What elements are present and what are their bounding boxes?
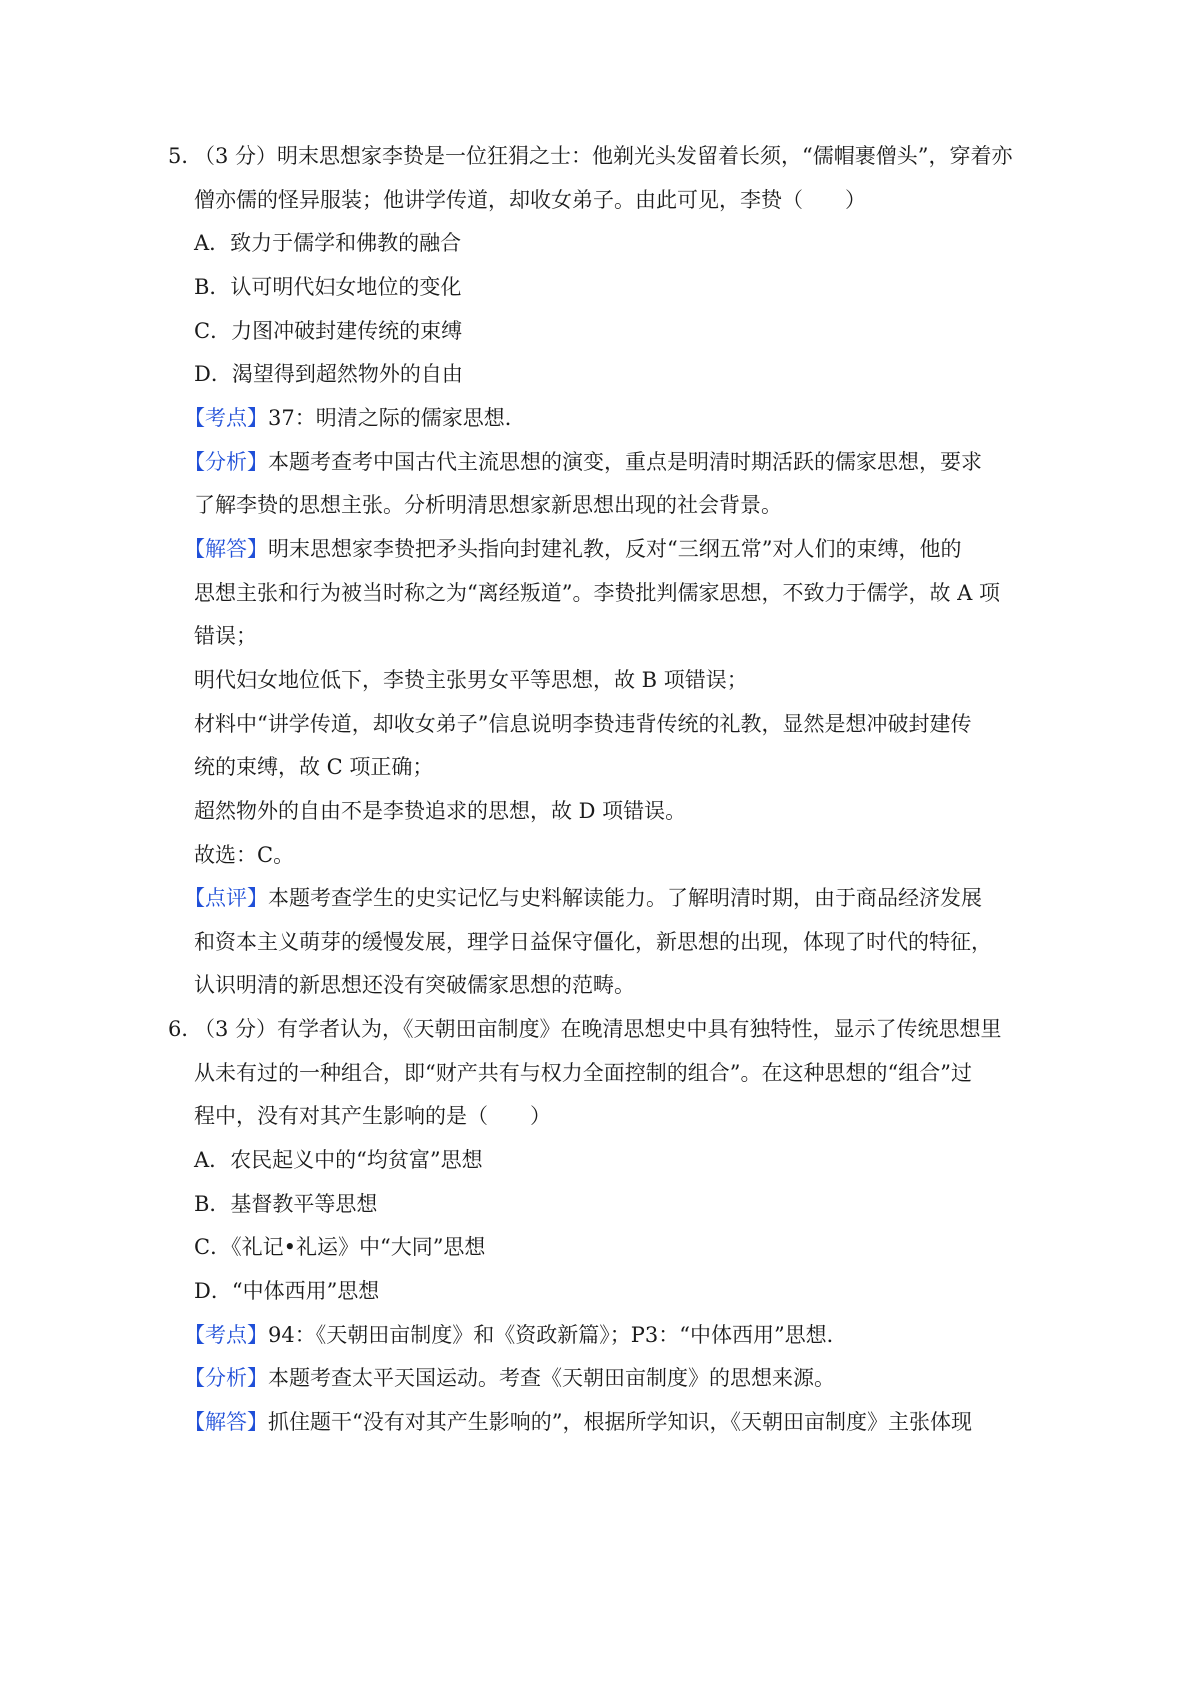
fenxi-label: 分析 — [205, 1366, 247, 1390]
bracket-open: 【 — [184, 450, 205, 474]
bracket-open: 【 — [184, 886, 205, 910]
option-d: D．“中体西用”思想 — [194, 1279, 380, 1303]
fenxi-label: 分析 — [205, 450, 247, 474]
jieda-section — [184, 1407, 972, 1437]
dianping-section — [184, 883, 982, 913]
dianping-text-line: 认识明清的新思想还没有突破儒家思想的范畴。 — [194, 973, 635, 997]
bracket-close: 】 — [247, 406, 268, 430]
option-a: A．农民起义中的“均贫富”思想 — [194, 1148, 483, 1172]
question-number: 6． — [168, 1017, 203, 1041]
bracket-open: 【 — [184, 1366, 205, 1390]
kaodian-text: 94：《天朝田亩制度》和《资政新篇》；P3：“中体西用”思想． — [268, 1323, 848, 1347]
option-c: C．《礼记•礼运》中“大同”思想 — [194, 1235, 486, 1259]
bracket-close: 】 — [247, 1323, 268, 1347]
jieda-text-line: 统的束缚，故 C 项正确； — [194, 755, 434, 779]
fenxi-text: 本题考查太平天国运动。考查《天朝田亩制度》的思想来源。 — [268, 1366, 835, 1390]
kaodian-label: 考点 — [205, 1323, 247, 1347]
bracket-close: 】 — [247, 537, 268, 561]
dianping-text-line: 和资本主义萌芽的缓慢发展，理学日益保守僵化，新思想的出现，体现了时代的特征， — [194, 930, 992, 954]
jieda-text: 明末思想家李贽把矛头指向封建礼教，反对“三纲五常”对人们的束缚，他的 — [268, 537, 962, 561]
question-number: 5． — [168, 144, 203, 168]
bracket-open: 【 — [184, 1410, 205, 1434]
jieda-label: 解答 — [205, 537, 247, 561]
jieda-label: 解答 — [205, 1410, 247, 1434]
jieda-answer: 故选：C。 — [194, 843, 295, 867]
jieda-text-line: 思想主张和行为被当时称之为“离经叛道”。李贽批判儒家思想，不致力于儒学，故 A 项 — [194, 581, 1000, 605]
jieda-text-line: 材料中“讲学传道，却收女弟子”信息说明李贽违背传统的礼教，显然是想冲破封建传 — [194, 712, 972, 736]
fenxi-text: 本题考查考中国古代主流思想的演变，重点是明清时期活跃的儒家思想，要求 — [268, 450, 982, 474]
question-stem-line: 程中，没有对其产生影响的是（ ） — [194, 1104, 551, 1128]
jieda-text-line: 明代妇女地位低下，李贽主张男女平等思想，故 B 项错误； — [194, 668, 748, 692]
fenxi-section — [184, 447, 982, 477]
option-c: C．力图冲破封建传统的束缚 — [194, 319, 463, 343]
bracket-open: 【 — [184, 1323, 205, 1347]
option-b: B．基督教平等思想 — [194, 1192, 378, 1216]
jieda-text-line: 错误； — [194, 624, 257, 648]
bracket-close: 】 — [247, 1410, 268, 1434]
jieda-text-line: 超然物外的自由不是李贽追求的思想，故 D 项错误。 — [194, 799, 687, 823]
question-stem-line: （3 分）有学者认为，《天朝田亩制度》在晚清思想史中具有独特性，显示了传统思想里 — [194, 1017, 1002, 1041]
bracket-open: 【 — [184, 406, 205, 430]
bracket-open: 【 — [184, 537, 205, 561]
question-stem-line: 从未有过的一种组合，即“财产共有与权力全面控制的组合”。在这种思想的“组合”过 — [194, 1061, 972, 1085]
dianping-text: 本题考查学生的史实记忆与史料解读能力。了解明清时期，由于商品经济发展 — [268, 886, 982, 910]
kaodian-label: 考点 — [205, 406, 247, 430]
jieda-text: 抓住题干“没有对其产生影响的”，根据所学知识，《天朝田亩制度》主张体现 — [268, 1410, 972, 1434]
jieda-section — [184, 534, 961, 564]
option-d: D．渴望得到超然物外的自由 — [194, 362, 463, 386]
bracket-close: 】 — [247, 1366, 268, 1390]
fenxi-text-line: 了解李贽的思想主张。分析明清思想家新思想出现的社会背景。 — [194, 493, 782, 517]
fenxi-section — [184, 1363, 835, 1393]
question-stem-line: 僧亦儒的怪异服装；他讲学传道，却收女弟子。由此可见，李贽（ ） — [194, 188, 866, 212]
dianping-label: 点评 — [205, 886, 247, 910]
kaodian-section — [184, 403, 526, 433]
option-a: A．致力于儒学和佛教的融合 — [194, 231, 462, 255]
option-b: B．认可明代妇女地位的变化 — [194, 275, 462, 299]
bracket-close: 】 — [247, 450, 268, 474]
kaodian-section — [184, 1320, 848, 1350]
question-stem-line: （3 分）明末思想家李贽是一位狂狷之士：他剃光头发留着长须，“儒帽裹僧头”，穿着亦 — [194, 144, 1013, 168]
kaodian-text: 37：明清之际的儒家思想． — [268, 406, 526, 430]
bracket-close: 】 — [247, 886, 268, 910]
